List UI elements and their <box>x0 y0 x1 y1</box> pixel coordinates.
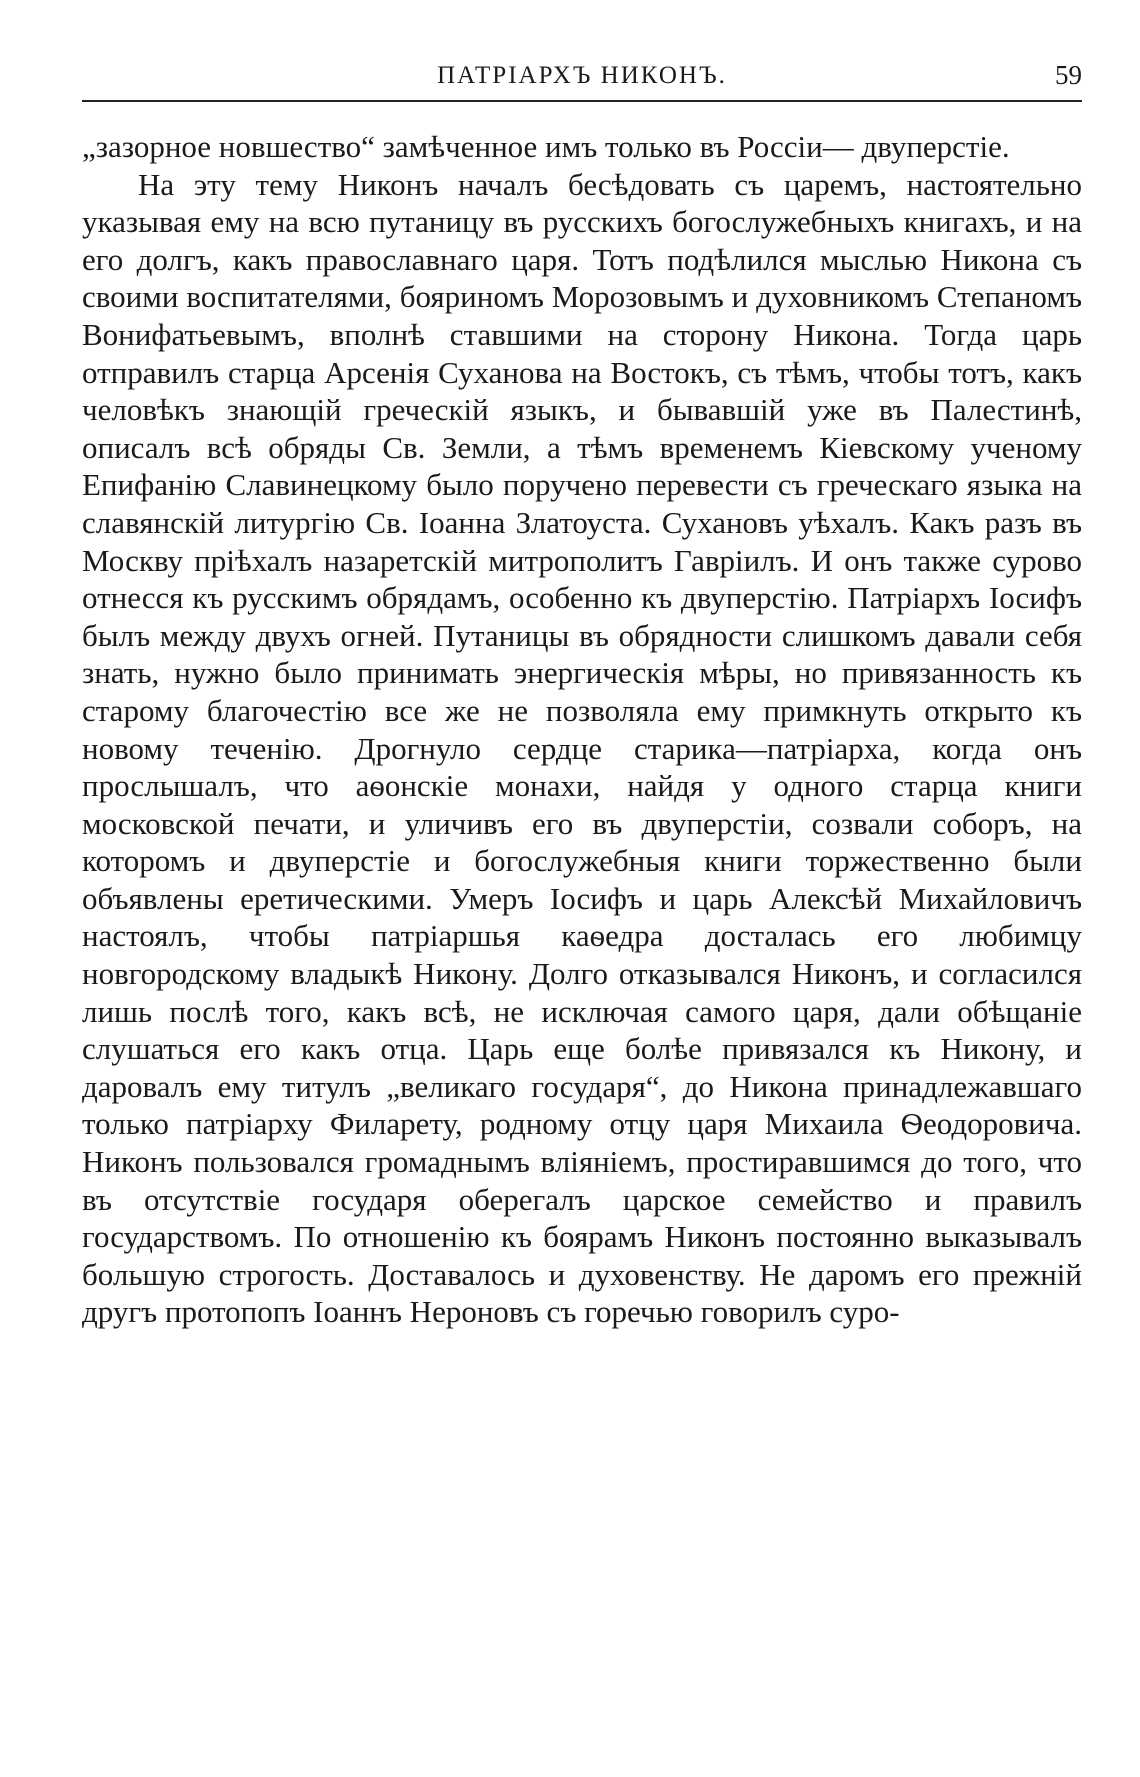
body-text <box>82 128 1082 1331</box>
page-header <box>82 52 1082 102</box>
running-title: ПАТРІАРХЪ НИКОНЪ. <box>437 62 727 89</box>
page-number: 59 <box>1055 60 1082 90</box>
paragraph-continuation: „зазорное новшество“ замѣченное имъ только въ Россіи— двуперстіе. <box>82 129 1010 164</box>
page <box>82 52 1082 1331</box>
paragraph-main: На эту тему Никонъ началъ бесѣдовать съ царемъ, настоятельно указывая ему на всю путаницу въ русскихъ богослужебныхъ книгахъ, и на его долгъ, какъ православнаго царя. Тотъ подѣлился мыслью Никона съ своими воспитателями, бояриномъ Морозовымъ и духовникомъ Степаномъ Вонифатьевымъ, вполнѣ ставшими на сторону Никона. Тогда царь отправилъ старца Арсенія Суханова на Востокъ, съ тѣмъ, чтобы тотъ, какъ человѣкъ знающій греческій языкъ, и бывавшій уже въ Палестинѣ, описалъ всѣ обряды Св. Земли, а тѣмъ временемъ Кіевскому ученому Епифанію Славинецкому было поручено перевести съ греческаго языка на славянскій литургію Св. Іоанна Златоуста. Сухановъ уѣхалъ. Какъ разъ въ Москву пріѣхалъ назаретскій митрополитъ Гавріилъ. И онъ также сурово отнесся къ русскимъ обрядамъ, особенно къ двуперстію. Патріархъ Іосифъ былъ между двухъ огней. Путаницы въ обрядности слишкомъ давали себя знать, нужно было принимать энергическія мѣры, но привязанность къ старому благочестію все же не позволяла ему примкнуть открыто къ новому теченію. Дрогнуло сердце старика—патріарха, когда онъ прослышалъ, что аѳонскіе монахи, найдя у одного старца книги московской печати, и уличивъ его въ двуперстіи, созвали соборъ, на которомъ и двуперстіе и богослужебныя книги торжественно были объявлены еретическими. Умеръ Іосифъ и царь Алексѣй Михайловичъ настоялъ, чтобы патріаршья каѳедра досталась его любимцу новгородскому владыкѣ Никону. Долго отказывался Никонъ, и согласился лишь послѣ того, какъ всѣ, не исключая самого царя, дали обѣщаніе слушаться его какъ отца. Царь еще болѣе привязался къ Никону, и даровалъ ему титулъ „великаго государя“, до Никона принадлежавшаго только патріарху Филарету, родному отцу царя Михаила Ѳеодоровича. Никонъ пользовался громаднымъ вліяніемъ, простиравшимся до того, что въ отсутствіе государя оберегалъ царское семейство и правилъ государствомъ. По отношенію къ боярамъ Никонъ постоянно выказывалъ большую строгость. Доставалось и духовенству. Не даромъ его прежній другъ протопопъ Іоаннъ Нероновъ съ горечью говорилъ суро- <box>82 166 1082 1330</box>
